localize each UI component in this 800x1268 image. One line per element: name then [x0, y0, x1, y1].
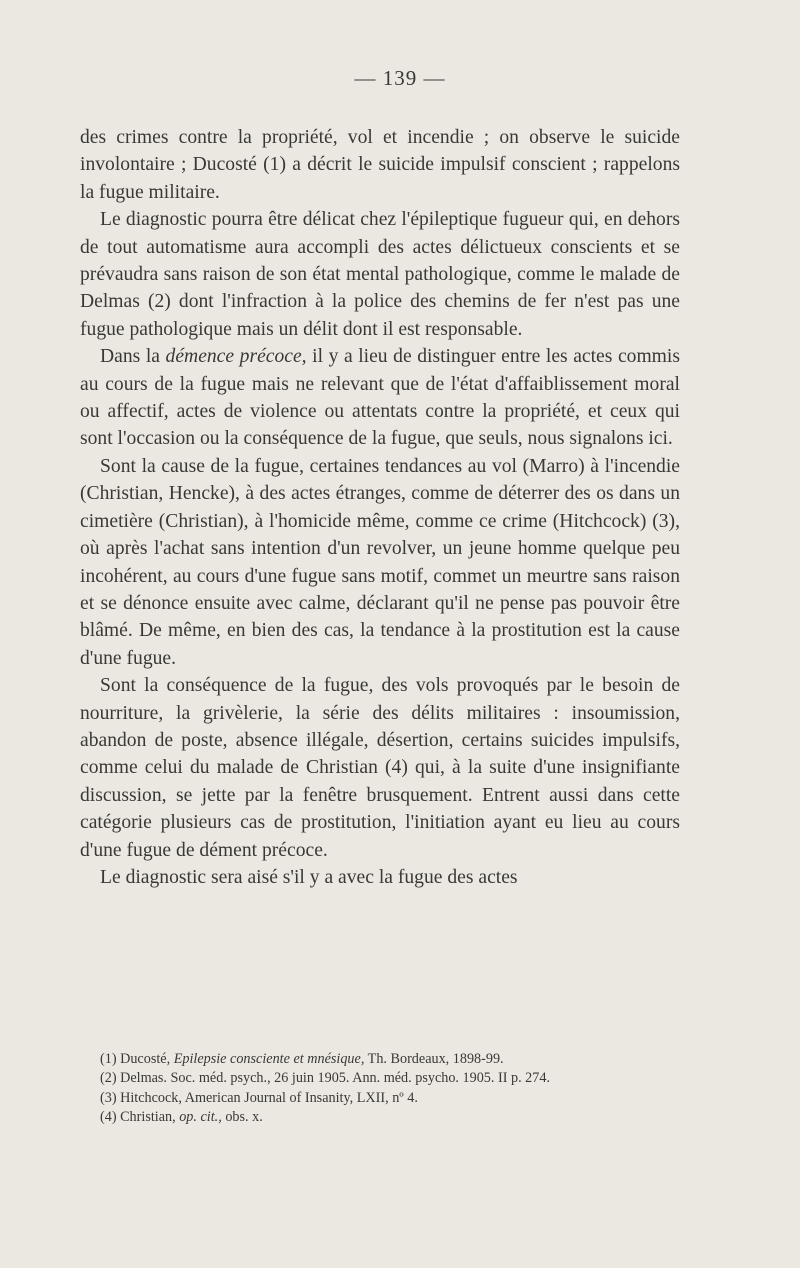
footnote-4-rest: obs. x. — [221, 1109, 263, 1126]
paragraph-3 — [80, 343, 680, 453]
footnote-4-title: op. cit., — [179, 1109, 222, 1126]
footnote-1-start: (1) Ducosté, — [100, 1051, 174, 1067]
paragraph-6: Le diagnostic sera aisé s'il y a avec la fugue des actes — [100, 866, 518, 888]
paragraph-3-start: Dans la — [100, 346, 166, 368]
footnote-2 — [80, 1069, 680, 1088]
footnotes — [80, 1050, 680, 1128]
footnote-1 — [80, 1050, 680, 1069]
paragraph-4: Sont la cause de la fugue, certaines tendances au vol (Marro) à l'incendie (Christian, Hencke), à des actes étranges, comme de déterrer des os dans un cimetière (Christian), à l'homicide même, comme ce crime (Hitchcock) (3), où après l'achat sans intention d'un revolver, un jeune homme quelque peu incohérent, au cours d'une fugue sans motif, commet un meurtre sans raison et se dénonce ensuite avec calme, déclarant qu'il ne pense pas pouvoir être blâmé. De même, en bien des cas, la tendance à la prostitution est la cause d'une fugue. — [80, 455, 680, 669]
footnote-3 — [80, 1089, 680, 1108]
footnote-3-text: (3) Hitchcock, American Journal of Insanity, LXII, nº 4. — [100, 1089, 418, 1106]
paragraph-5: Sont la conséquence de la fugue, des vols provoqués par le besoin de nourriture, la grivèlerie, la série des délits militaires : insoumission, abandon de poste, absence illégale, désertion, certains suicides impulsifs, comme celui du malade de Christian (4) qui, à la suite d'une insignifiante discussion, se jette par la fenêtre brusquement. Entrent aussi dans cette catégorie plusieurs cas de prostitution, l'initiation ayant eu lieu au cours d'une fugue de dément précoce. — [80, 675, 680, 861]
footnote-4 — [80, 1108, 680, 1127]
paragraph-1: des crimes contre la propriété, vol et incendie ; on observe le suicide involontaire ; Ducosté (1) a décrit le suicide impulsif conscient ; rappelons la fugue militaire. — [80, 127, 680, 203]
paragraph-3-rest: il y a lieu de distinguer entre les actes commis au cours de la fugue mais ne relevant que de l'état d'affaiblissement moral ou affectif, actes de violence ou attentats contre la propriété, et ceux qui sont l'occasion ou la conséquence de la fugue, que seuls, nous signalons ici. — [80, 346, 680, 450]
footnote-4-start: (4) Christian, — [100, 1109, 180, 1126]
footnote-1-title: Epilepsie consciente et mnésique, — [173, 1051, 365, 1067]
footnote-2-text: (2) Delmas. Soc. méd. psych., 26 juin 1905. Ann. méd. psycho. 1905. II p. 274. — [100, 1070, 551, 1087]
paragraph-2: Le diagnostic pourra être délicat chez l'épileptique fugueur qui, en dehors de tout automatisme aura accompli des actes délictueux conscients et se prévaudra sans raison de son état mental pathologique, comme le malade de Delmas (2) dont l'infraction à la police des chemins de fer n'est pas une fugue pathologique mais un délit dont il est responsable. — [80, 209, 680, 340]
footnote-1-rest: Th. Bordeaux, 1898-99. — [364, 1051, 504, 1067]
paragraph-3-emphasis: démence précoce, — [165, 346, 307, 368]
page-number: — 139 — — [354, 66, 446, 90]
body-text — [80, 124, 680, 891]
